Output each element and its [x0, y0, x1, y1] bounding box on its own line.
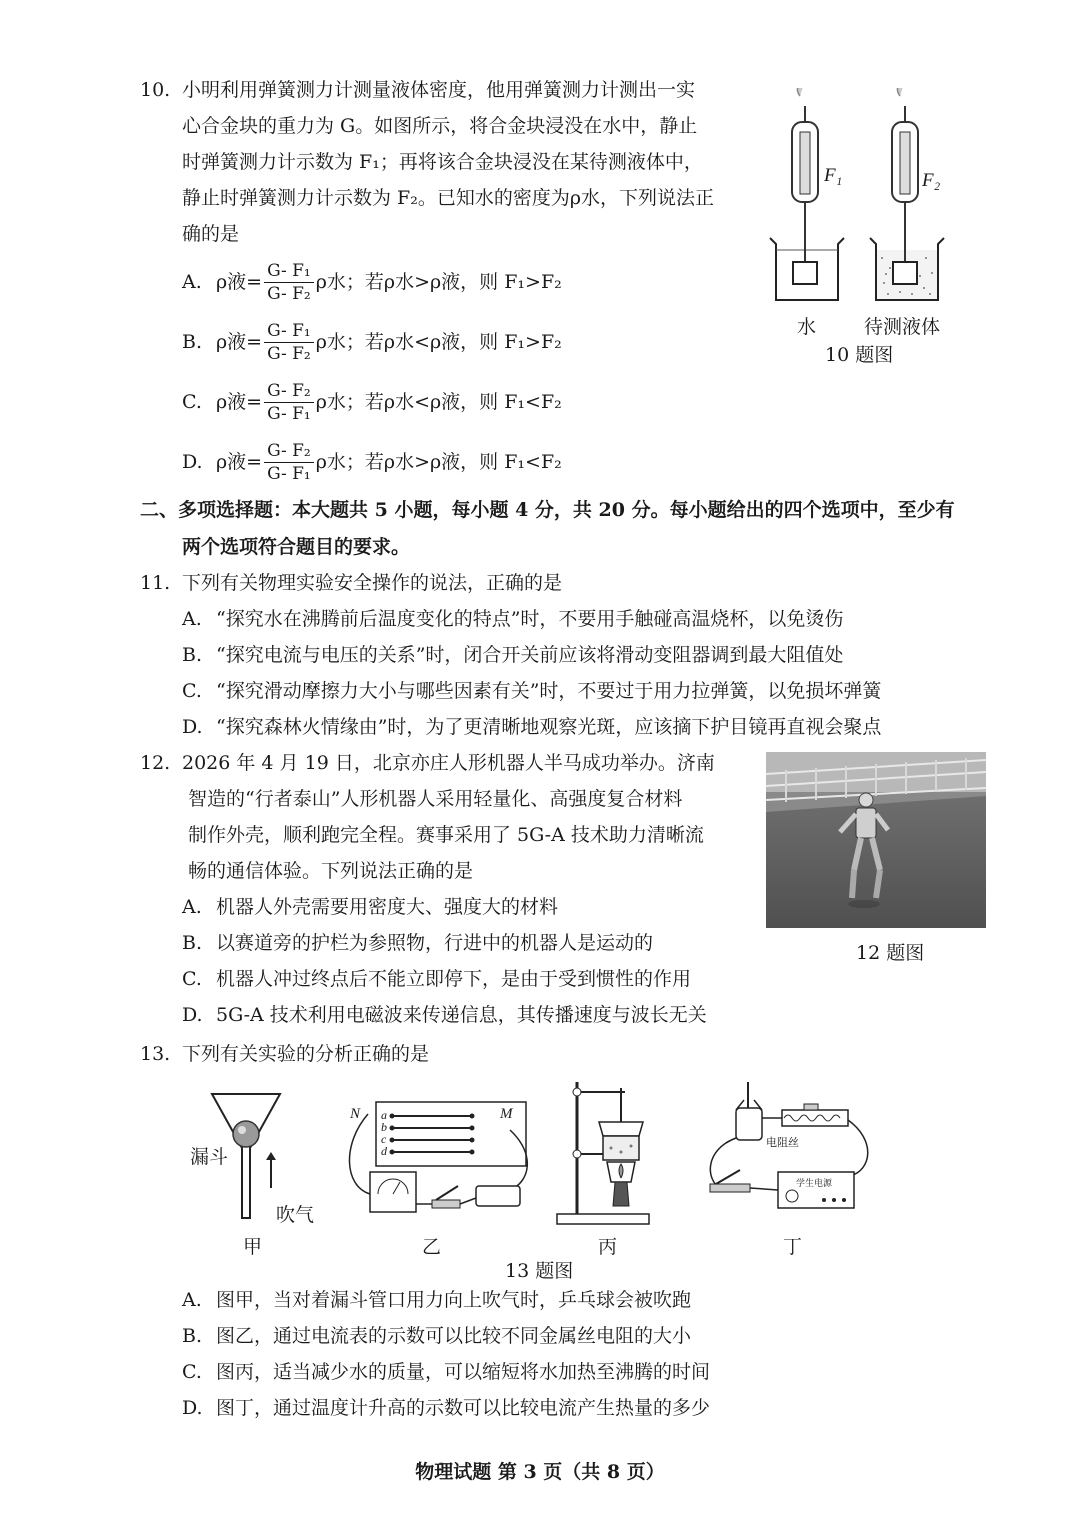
density-fraction — [264, 320, 314, 365]
wire-labels — [381, 1109, 387, 1157]
q10-stem-line: 时弹簧测力计示数为 F₁；再将该合金块浸没在某待测液体中， — [182, 151, 703, 173]
option-label: A. — [182, 608, 202, 630]
option-text: “探究滑动摩擦力大小与哪些因素有关”时，不要过于用力拉弹簧，以免损坏弹簧 — [216, 680, 882, 702]
fig-ding-label: 丁 — [783, 1236, 803, 1258]
q11-number: 11. — [140, 572, 171, 594]
q13-option-d[interactable] — [182, 1395, 710, 1431]
option-label: A. — [182, 896, 202, 918]
wire-label-b: b — [381, 1120, 387, 1134]
q10-option-a[interactable] — [182, 252, 562, 312]
spring-scale-left — [792, 88, 818, 218]
option-label: C. — [182, 391, 202, 413]
q10-number: 10. — [140, 79, 171, 101]
option-text: 机器人冲过终点后不能立即停下，是由于受到惯性的作用 — [216, 968, 692, 990]
q12-robot-photo — [766, 752, 986, 928]
water-caption: 水 — [797, 316, 817, 338]
terminal-n-label: N — [350, 1106, 361, 1122]
option-text: 5G-A 技术利用电磁波来传递信息，其传播速度与波长无关 — [216, 1004, 707, 1026]
switch — [710, 1170, 750, 1192]
wire-label-c: c — [381, 1132, 387, 1146]
fraction-denominator: G- F₂ — [267, 283, 311, 304]
fraction-denominator: G- F₁ — [267, 463, 311, 484]
resistance-wire-label: 电阻丝 — [766, 1136, 799, 1149]
density-fraction — [264, 260, 314, 305]
q12-stem-line: 制作外壳，顺利跑完全程。赛事采用了 5G-A 技术助力清晰流 — [188, 824, 704, 846]
q10-stem-line: 确的是 — [182, 223, 240, 245]
q11-stem: 下列有关物理实验安全操作的说法，正确的是 — [182, 572, 563, 594]
option-label: B. — [182, 644, 203, 666]
option-text: 图甲，当对着漏斗管口用力向上吹气时，乒乓球会被吹跑 — [216, 1289, 692, 1311]
q10-options — [182, 252, 562, 492]
q11-option-d[interactable] — [182, 714, 881, 750]
q11-option-a[interactable] — [182, 606, 881, 642]
fig-yi-label: 乙 — [422, 1236, 442, 1258]
q10-option-c[interactable] — [182, 372, 562, 432]
section2-heading: 二、多项选择题：本大题共 5 小题，每小题 4 分，共 20 分。每小题给出的四个选项中，至少有 — [140, 499, 955, 521]
option-text: “探究电流与电压的关系”时，闭合开关前应该将滑动变阻器调到最大阻值处 — [216, 644, 844, 666]
density-fraction — [264, 440, 314, 485]
blow-label: 吹气 — [276, 1204, 315, 1226]
option-label: D. — [182, 1397, 203, 1419]
q12-options — [182, 894, 707, 1038]
option-label: C. — [182, 968, 202, 990]
fraction-numerator: G- F₁ — [264, 260, 314, 283]
fraction-numerator: G- F₂ — [264, 440, 314, 463]
q12-option-b[interactable] — [182, 930, 707, 966]
f2-label: F₂ — [922, 170, 941, 191]
q10-stem-line: 小明利用弹簧测力计测量液体密度，他用弹簧测力计测出一实 — [182, 79, 696, 101]
f1-label: F₁ — [824, 165, 843, 186]
option-label: B. — [182, 1325, 203, 1347]
spring-scale-right — [892, 88, 918, 218]
q11-option-c[interactable] — [182, 678, 881, 714]
power-supply-label: 学生电源 — [796, 1179, 833, 1189]
option-text: 图乙，通过电流表的示数可以比较不同金属丝电阻的大小 — [216, 1325, 692, 1347]
option-lhs: ρ液= — [216, 271, 263, 293]
option-text: 以赛道旁的护栏为参照物，行进中的机器人是运动的 — [216, 932, 654, 954]
fig-jia-label: 甲 — [243, 1236, 263, 1258]
wire-label-a: a — [381, 1108, 387, 1122]
q12-option-d[interactable] — [182, 1002, 707, 1038]
option-text: 机器人外壳需要用密度大、强度大的材料 — [216, 896, 559, 918]
q12-option-c[interactable] — [182, 966, 707, 1002]
q13-figure-caption: 13 题图 — [505, 1260, 574, 1282]
q10-figure-spring-scales — [760, 88, 960, 308]
beaker-test-liquid — [870, 218, 944, 300]
q12-figure-caption: 12 题图 — [856, 942, 925, 964]
option-label: C. — [182, 1361, 202, 1383]
fraction-numerator: G- F₁ — [264, 320, 314, 343]
q12-option-a[interactable] — [182, 894, 707, 930]
option-rhs: ρ水；若ρ水>ρ液，则 F₁>F₂ — [315, 271, 562, 293]
q10-stem-line: 静止时弹簧测力计示数为 F₂。已知水的密度为ρ水，下列说法正 — [182, 187, 715, 209]
q10-figure-caption: 10 题图 — [825, 344, 894, 366]
q10-stem-line: 心合金块的重力为 G。如图所示，将合金块浸没在水中，静止 — [182, 115, 698, 137]
q13-option-b[interactable] — [182, 1323, 710, 1359]
section2-heading-cont: 两个选项符合题目的要求。 — [182, 536, 411, 558]
q13-option-a[interactable] — [182, 1287, 710, 1323]
terminal-m-label: M — [500, 1106, 513, 1122]
option-label: D. — [182, 716, 203, 738]
option-label: D. — [182, 1004, 203, 1026]
option-rhs: ρ水；若ρ水<ρ液，则 F₁<F₂ — [315, 391, 562, 413]
option-rhs: ρ水；若ρ水>ρ液，则 F₁<F₂ — [315, 451, 562, 473]
q13-stem: 下列有关实验的分析正确的是 — [182, 1043, 430, 1065]
switch — [432, 1186, 460, 1208]
option-lhs: ρ液= — [216, 391, 263, 413]
q13-number: 13. — [140, 1043, 171, 1065]
wire-label-d: d — [381, 1144, 387, 1158]
option-label: A. — [182, 271, 202, 293]
q10-option-b[interactable] — [182, 312, 562, 372]
option-text: 图丙，适当减少水的质量，可以缩短将水加热至沸腾的时间 — [216, 1361, 711, 1383]
option-label: B. — [182, 932, 203, 954]
option-text: “探究森林火情缘由”时，为了更清晰地观察光斑，应该摘下护目镜再直视会聚点 — [216, 716, 882, 738]
option-label: A. — [182, 1289, 202, 1311]
q12-stem-line: 智造的“行者泰山”人形机器人采用轻量化、高强度复合材料 — [188, 788, 683, 810]
fraction-denominator: G- F₂ — [267, 343, 311, 364]
q12-stem-line: 畅的通信体验。下列说法正确的是 — [188, 860, 474, 882]
boiling-water-apparatus — [555, 1078, 655, 1228]
option-text: “探究水在沸腾前后温度变化的特点”时，不要用手触碰高温烧杯，以免烫伤 — [216, 608, 844, 630]
fraction-denominator: G- F₁ — [267, 403, 311, 424]
q10-stem — [182, 77, 714, 257]
q12-stem — [182, 750, 715, 894]
beaker-water — [770, 218, 844, 300]
q13-options — [182, 1287, 710, 1431]
blow-arrow-icon — [264, 1150, 278, 1190]
q13-option-c[interactable] — [182, 1359, 710, 1395]
q12-stem-line: 2026 年 4 月 19 日，北京亦庄人形机器人半马成功举办。济南 — [182, 752, 715, 774]
option-lhs: ρ液= — [216, 331, 263, 353]
option-lhs: ρ液= — [216, 451, 263, 473]
option-label: B. — [182, 331, 203, 353]
fig-bing-label: 丙 — [598, 1236, 618, 1258]
page-footer: 物理试题 第 3 页（共 8 页） — [415, 1461, 665, 1483]
option-text: 图丁，通过温度计升高的示数可以比较电流产生热量的多少 — [216, 1397, 711, 1419]
q11-options — [182, 606, 881, 750]
option-rhs: ρ水；若ρ水<ρ液，则 F₁>F₂ — [315, 331, 562, 353]
test-liquid-caption: 待测液体 — [864, 316, 941, 338]
option-label: C. — [182, 680, 202, 702]
fraction-numerator: G- F₂ — [264, 380, 314, 403]
funnel-label: 漏斗 — [190, 1146, 229, 1168]
q12-number: 12. — [140, 752, 171, 774]
option-label: D. — [182, 451, 203, 473]
density-fraction — [264, 380, 314, 425]
q10-option-d[interactable] — [182, 432, 562, 492]
q11-option-b[interactable] — [182, 642, 881, 678]
